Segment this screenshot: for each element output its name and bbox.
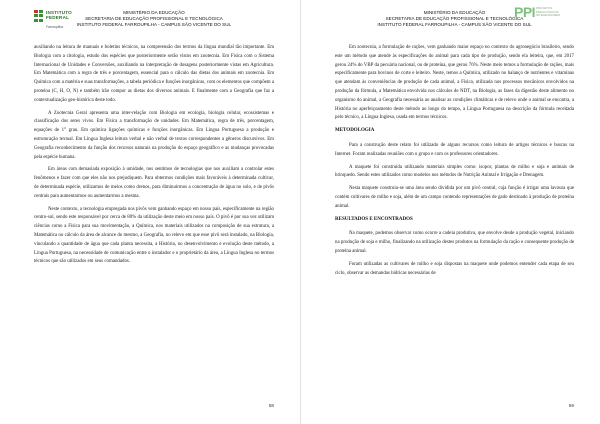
paragraph: Nesta maquete construiu-se uma área sendo dividida por um pivô central, cuja função é irrigar uma lavoura que contém cultivares de milho e soja, além de um campo contendo representações de gado destinado à produção de proteína animal. [335, 186, 574, 209]
paragraph: auxiliando na leitura de manuais e boletins técnicos, na compreensão dos termos da língua mundial tão importante. Em Biologia com a citologia, estudo dos espécies que posteriormente serão vistos em zootecnia. Em Física com o Sistema Internacional de Unidades e Conversões, auxiliando na interpretação de dosagens posteriormente vistas em Agricultura. Em Matemática com a regra de três e porcentagem, essencial para o cálculo das dietas dos animais em zootecnia. Em Química com a matéria e suas transformações, a tabela periódica e funções inorgânicas, com os elementos que compõem a proteína (C, H, O, N) e também irão compor as dietas dos diversos animais. E finalmente com a Geografia que faz a contextualização geo-histórica deste todo. [34, 45, 275, 103]
ppi-logo-subtitle: PROJETOS PEDAGÓGICOS INTEGRADORES [536, 6, 561, 18]
section-heading-methodology: METODOLOGIA [335, 128, 375, 134]
header-line-secretariat: SECRETARIA DE EDUCAÇÃO PROFISSIONAL E TECNOLÓGICA [85, 16, 223, 21]
header-text [34, 10, 274, 28]
paragraph: Em zootecnia, a formulação de rações, vem ganhando maior espaço no contexto do agronegócio brasileiro, sendo este um método que atende às especificações do animal para cada tipo de produção, sendo ela leiteira, que, em 2017 gerou 24% do VBP da pecuária nacional, ou de proteína, que gerou 76%. Neste meio temos a formulação de rações, mais especificamente para bovinos de corte e leiteiro. Neste, temos a Química, utilizado no balanço de nutrientes e vitaminas que atendam às conveniências de produção de cada animal, a Física, utilizada nos processos mecânicos envolvidos na produção da fórmula, a Matemática envolvida nos cálculos de NDT, na Biologia, as fases da digestão deste alimento no organismo do animal, a Geografia necessária ao analisar as condições climáticas e de relevo onde o animal se encontra, a História no aperfeiçoamento deste método ao longo do tempo, a Língua Portuguesa na descrição da fórmula receitada pelo técnico, a Língua Inglesa, usada em termos técnicos. [335, 45, 574, 121]
ppi-logo [514, 4, 574, 26]
page-number: 59 [568, 403, 574, 408]
page-header [335, 0, 574, 44]
section-heading-results: RESULTADOS E ENCONTRADOS [335, 216, 413, 222]
header-line-ministry: MINISTÉRIO DA EDUCAÇÃO [423, 10, 486, 15]
page-header [34, 0, 274, 44]
header-line-institute: INSTITUTO FEDERAL FARROUPILHA - CAMPUS SÃO VICENTE DO SUL [76, 22, 232, 27]
paragraph: A maquete foi construída utilizando materiais simples como: isopor, plantas de milho e soja e animais de brinquedo. Sendo estes utilizados como modelos nos métodos de Nutrição Animal e Irrigação e Drenagem. [335, 164, 574, 179]
left-page-body [34, 44, 274, 267]
header-line-secretariat: SECRETARIA DE EDUCAÇÃO PROFISSIONAL E TECNOLÓGICA [385, 16, 524, 21]
paragraph: A Zootecnia Geral apresenta uma inter-relação com Biologia em ecologia, biologia celular, ecossistemas e classificação dos seres vivos. Em Física a transformação de unidades. Em Matemática, regra de três, porcentagem, equações de 1° grau. Em química ligações químicas e funções inorgânicas. Em Língua Portuguesa a produção e estruturação textual. Em Língua Inglesa leitura verbal e não verbal de textos correspondentes a gêneros discursivos. Em Geografia reconhecimento da função dos recursos naturais na produção do espaço geográfico e as mudanças provocadas pela espécie humana. [34, 110, 274, 160]
right-page [300, 0, 600, 424]
paragraph: Em áreas com demasiada exposição à umidade, nos sentimos de tecnologias que nos auxiliam a controlar estes fenômenos e fazer com que eles não nos prejudiquem. Para obtermos condições mais favoráveis à determinada cultivar, de determinada espécie, utilizamos de meios como drenos, para diminuirmos a concentração de água no solo, e de pivôs centrais para aumentarmos ou aumentarmos a mesma. [34, 167, 274, 199]
page-number: 58 [268, 403, 274, 408]
institute-logo-subtext: Farroupilha [46, 25, 64, 29]
paragraph: Foram utilizadas as cultivares de milho e soja dispostas na maquete onde podemos entender cada etapa de seu ciclo, observar as demandas hídricas necessárias de [335, 261, 574, 276]
header-line-institute: INSTITUTO FEDERAL FARROUPILHA - CAMPUS SÃO VICENTE DO SUL [377, 22, 532, 27]
ppi-logo-mark: PPI [514, 4, 536, 20]
paragraph: Na maquete, podemos observar como ocorre a cadeia produtiva, que envolve desde a produção vegetal, iniciando na produção de soja e milho, finalizando na utilização destes produtos na formulação da ração e consequente produção de proteína animal. [335, 231, 574, 254]
right-page-body [335, 44, 574, 278]
paragraph: Neste contexto, a tecnologia empregada nos pivôs vem ganhando espaço em nosso país, especificamente na região centro-sul, sendo este responsável por cerca de 80% da utilização deste meio em nosso país. O pivô é por sua vez utilizam ciências como a Física para sua movimentação, a Química, nos materiais utilizados na composição de sua estrutura, a Matemática no cálculo da área de alcance do mesmo, a Geografia, no relevo em que esse pivô será instalado, na Biologia, vinculando a quantidade de água que cada planta necessita, a História, no desenvolvimento e evolução deste método, a Língua Portuguesa, na necessidade de comunicação entre o instalador e o proprietário da área, a Língua Inglesa no termos técnicos que são utilizados em seus comandados. [34, 206, 274, 265]
paragraph: Para a construção deste relato foi utilizado de alguns recursos como leitura de artigos técnicos e buscas na Internet. Foram realizadas reuniões com o grupo e com os professores orientadores. [335, 142, 574, 157]
header-line-ministry: MINISTÉRIO DA EDUCAÇÃO [123, 10, 185, 15]
institute-logo-text: INSTITUTO FEDERAL [46, 10, 72, 20]
